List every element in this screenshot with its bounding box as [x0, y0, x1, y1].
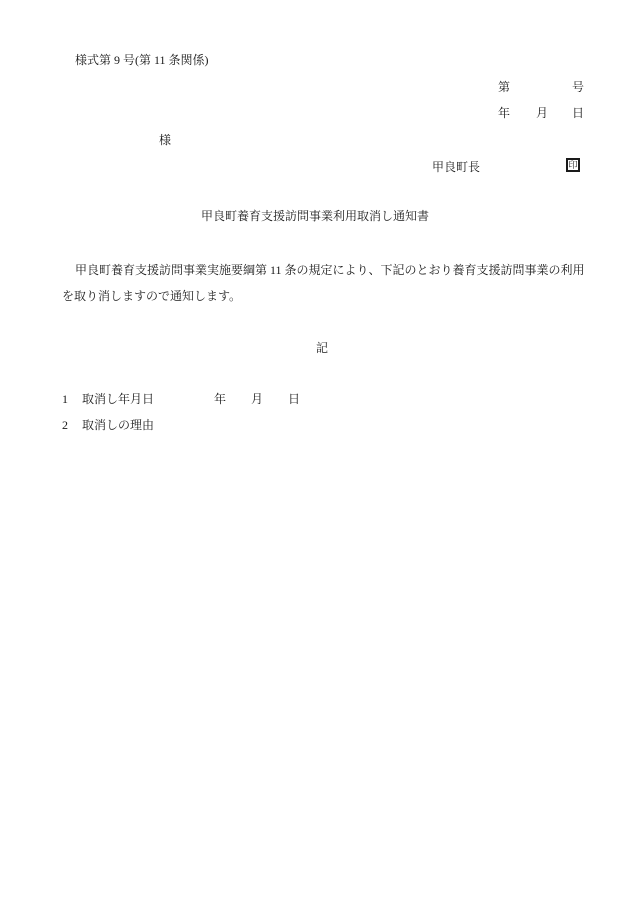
body-line-1: 甲良町養育支援訪問事業実施要綱第 11 条の規定により、下記のとおり養育支援訪問事業の利用: [75, 263, 585, 277]
date-day: 日: [572, 106, 585, 120]
date-month: 月: [536, 106, 549, 120]
item-1-number: 1: [62, 392, 68, 406]
item-1-label: 取消し年月日: [82, 392, 155, 406]
recipient-honorific: 様: [159, 133, 172, 147]
item-2-number: 2: [62, 418, 68, 432]
date-year: 年: [498, 106, 511, 120]
item-1-year: 年: [214, 392, 227, 406]
body-line-2: を取り消しますので通知します。: [62, 289, 242, 303]
ki-heading: 記: [316, 341, 329, 355]
form-number: 様式第 9 号(第 11 条関係): [75, 53, 209, 67]
doc-number-go: 号: [572, 80, 585, 94]
item-2-label: 取消しの理由: [82, 418, 155, 432]
doc-number-dai: 第: [498, 80, 511, 94]
seal-stamp: [566, 158, 580, 172]
sender-title: 甲良町長: [432, 160, 481, 174]
item-1-day: 日: [288, 392, 301, 406]
seal-label: 印: [568, 160, 578, 170]
item-1-month: 月: [251, 392, 264, 406]
document-title: 甲良町養育支援訪問事業利用取消し通知書: [200, 209, 429, 223]
